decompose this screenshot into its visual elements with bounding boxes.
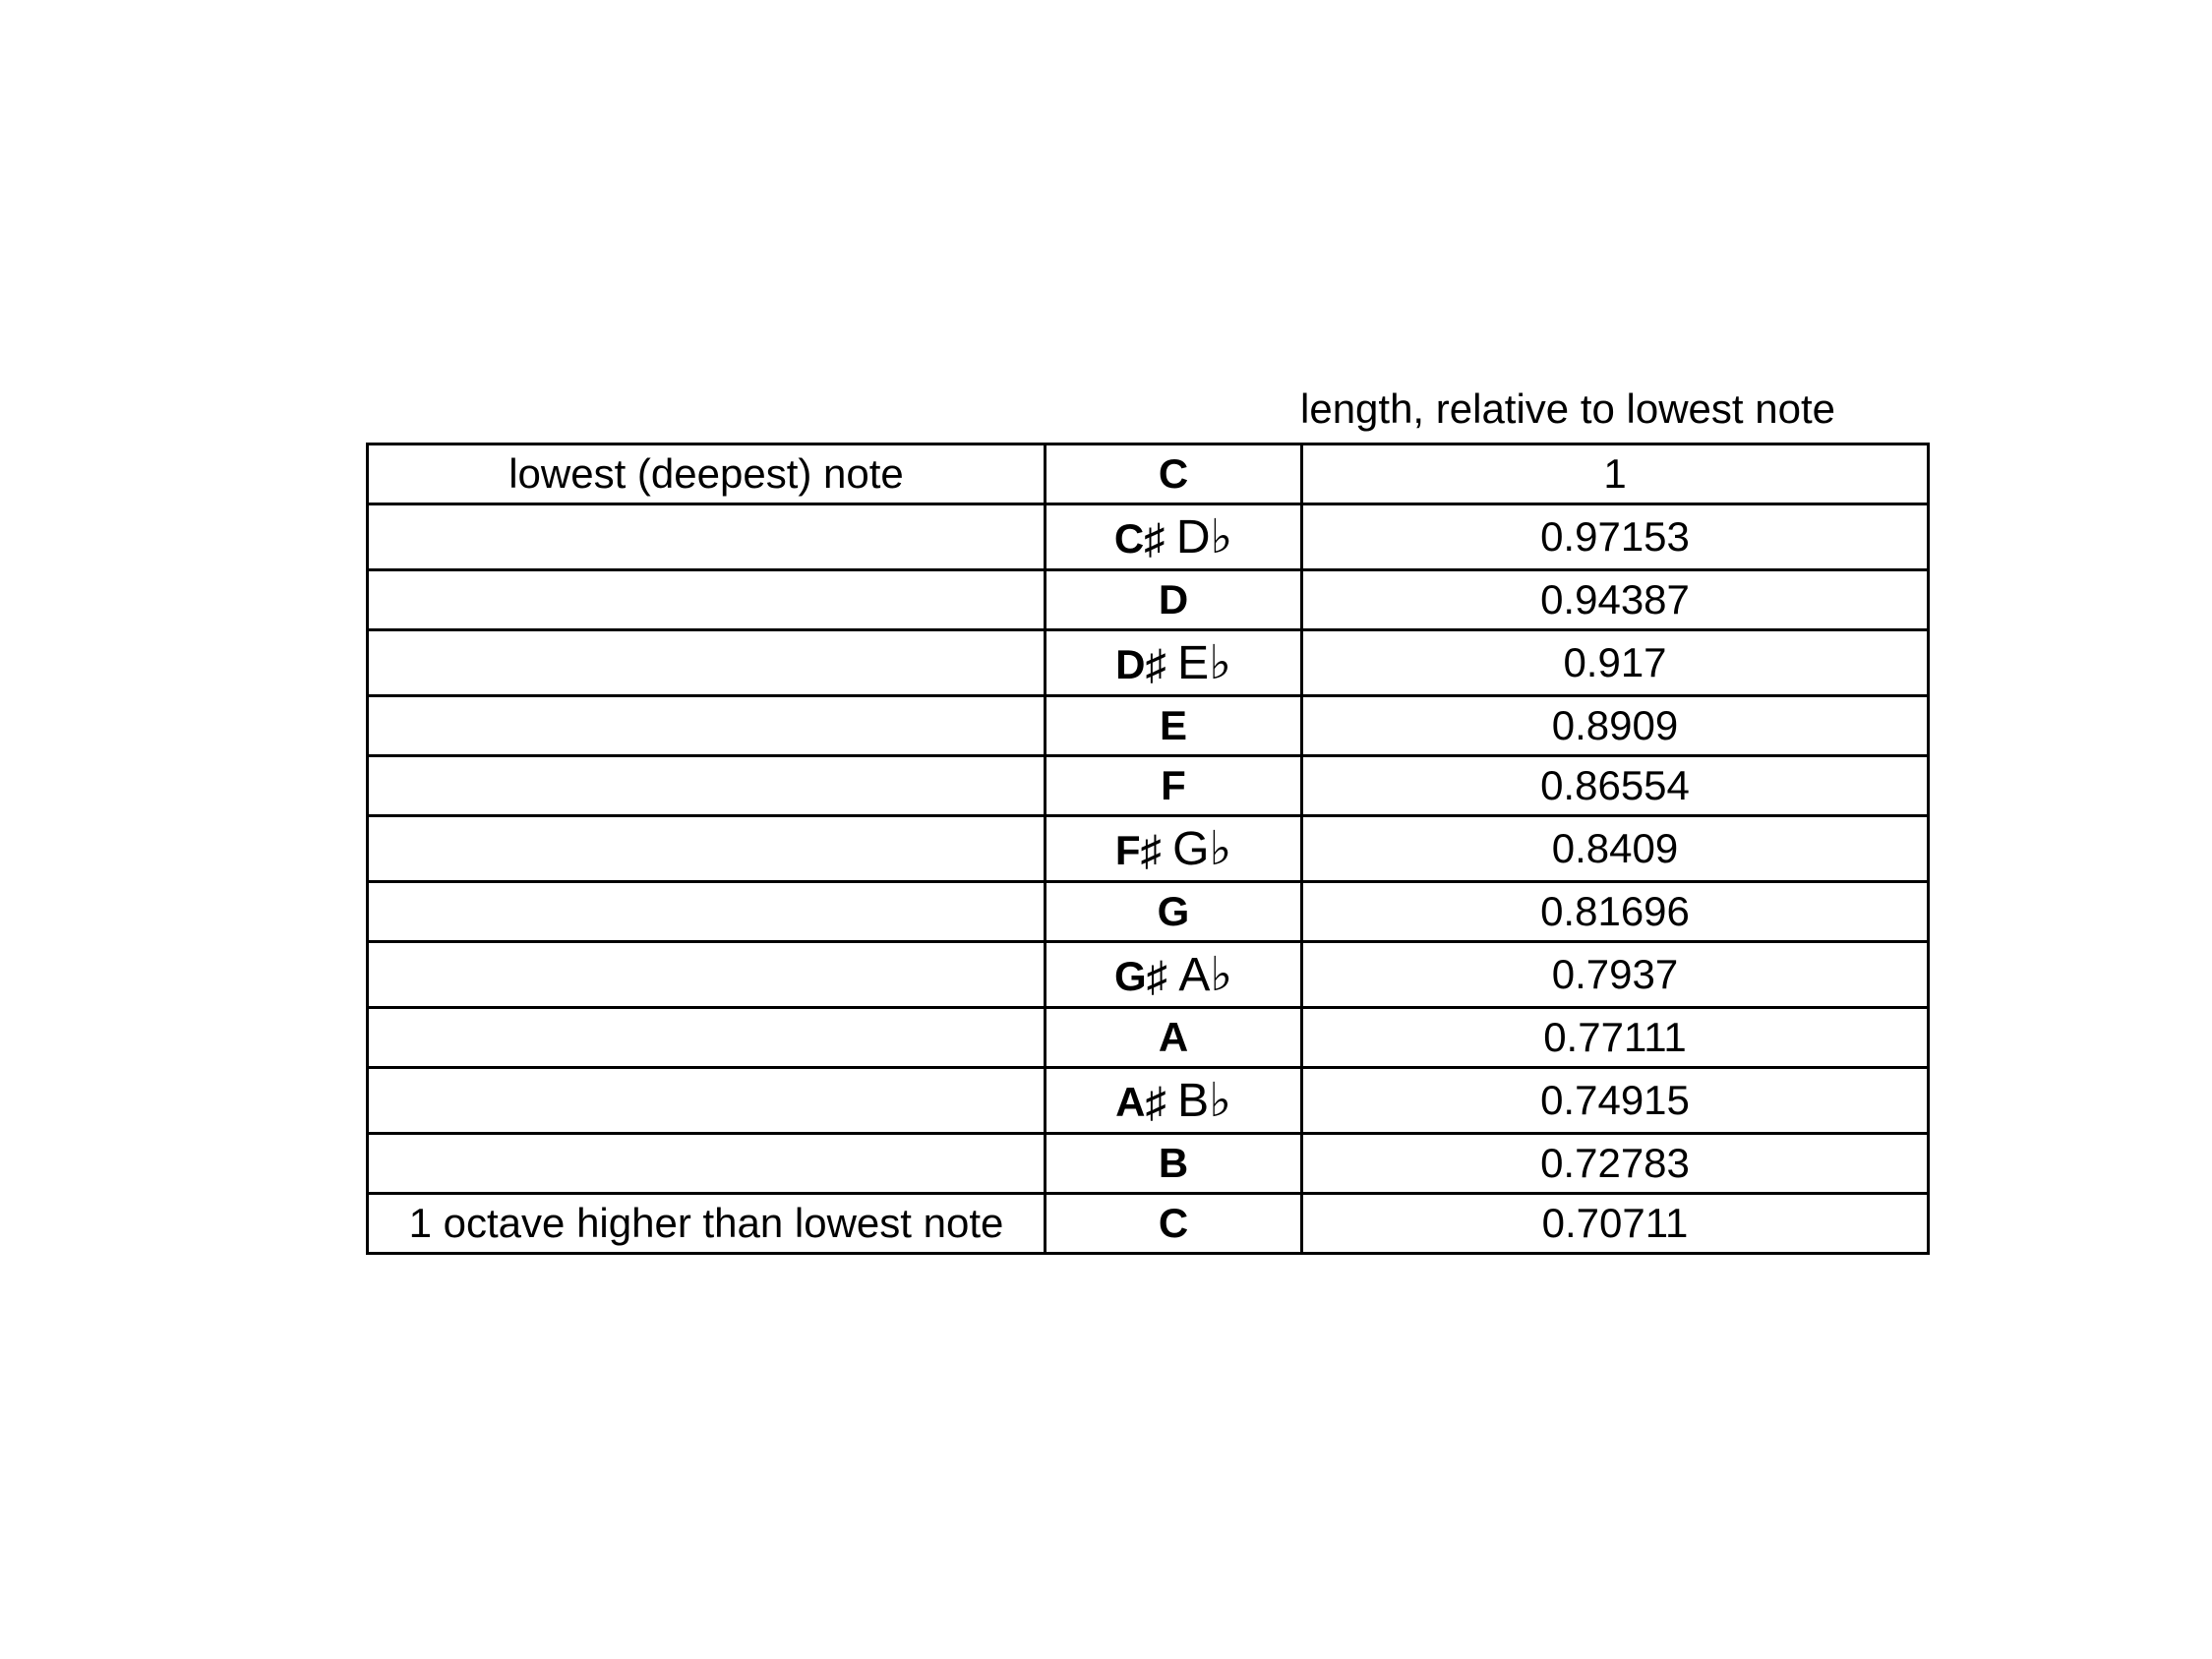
note-name: [1046, 1194, 1302, 1254]
note-name: [1046, 570, 1302, 630]
note-label: B: [1158, 1140, 1189, 1186]
relative-length: 0.97153: [1302, 504, 1929, 570]
table-row: [368, 504, 1929, 570]
relative-length: 0.74915: [1302, 1068, 1929, 1134]
table-row: [368, 882, 1929, 942]
row-description: [368, 696, 1046, 756]
row-description: [368, 882, 1046, 942]
note-label: G: [1157, 888, 1190, 934]
row-description: [368, 1134, 1046, 1194]
note-name: [1046, 816, 1302, 882]
note-name: [1046, 444, 1302, 504]
row-description: [368, 756, 1046, 816]
relative-length: 1: [1302, 444, 1929, 504]
row-description: [368, 942, 1046, 1008]
note-label: D♯: [1115, 641, 1166, 687]
note-alt-label: B♭: [1177, 1075, 1231, 1127]
relative-length: 0.8909: [1302, 696, 1929, 756]
relative-length: 0.70711: [1302, 1194, 1929, 1254]
row-description: lowest (deepest) note: [368, 444, 1046, 504]
relative-length: 0.77111: [1302, 1008, 1929, 1068]
note-length-table: [366, 443, 1930, 1255]
note-label: F♯: [1114, 827, 1162, 873]
table-row: [368, 1068, 1929, 1134]
note-label: G♯: [1114, 953, 1167, 999]
note-name: [1046, 1068, 1302, 1134]
row-description: [368, 504, 1046, 570]
row-description: [368, 816, 1046, 882]
note-label: F: [1161, 762, 1186, 808]
note-name: [1046, 942, 1302, 1008]
row-description: [368, 570, 1046, 630]
note-alt-label: A♭: [1178, 949, 1232, 1001]
row-description: [368, 1068, 1046, 1134]
note-name: [1046, 1008, 1302, 1068]
table-row: [368, 570, 1929, 630]
note-label: E: [1159, 702, 1187, 748]
table-row: [368, 630, 1929, 696]
note-name: [1046, 882, 1302, 942]
note-alt-label: D♭: [1175, 511, 1233, 563]
table-row: [368, 1008, 1929, 1068]
note-alt-label: G♭: [1172, 823, 1232, 875]
table-row: [368, 1134, 1929, 1194]
note-label: C♯: [1113, 515, 1166, 562]
note-label: C: [1158, 1200, 1189, 1246]
relative-length: 0.94387: [1302, 570, 1929, 630]
note-name: [1046, 504, 1302, 570]
note-name: [1046, 1134, 1302, 1194]
table-row: [368, 756, 1929, 816]
note-name: [1046, 756, 1302, 816]
table-row: [368, 1194, 1929, 1254]
note-name: [1046, 696, 1302, 756]
table-row: [368, 816, 1929, 882]
relative-length: 0.86554: [1302, 756, 1929, 816]
table-row: [368, 444, 1929, 504]
relative-length: 0.8409: [1302, 816, 1929, 882]
row-description: [368, 630, 1046, 696]
note-alt-label: E♭: [1177, 637, 1231, 689]
note-name: [1046, 630, 1302, 696]
note-label: D: [1158, 576, 1189, 622]
note-label: A♯: [1115, 1079, 1166, 1125]
row-description: [368, 1008, 1046, 1068]
table-caption: length, relative to lowest note: [1300, 385, 1835, 432]
note-label: C: [1158, 450, 1189, 497]
note-label: A: [1158, 1014, 1189, 1060]
relative-length: 0.72783: [1302, 1134, 1929, 1194]
table-row: [368, 696, 1929, 756]
relative-length: 0.917: [1302, 630, 1929, 696]
row-description: 1 octave higher than lowest note: [368, 1194, 1046, 1254]
relative-length: 0.7937: [1302, 942, 1929, 1008]
table-row: [368, 942, 1929, 1008]
relative-length: 0.81696: [1302, 882, 1929, 942]
